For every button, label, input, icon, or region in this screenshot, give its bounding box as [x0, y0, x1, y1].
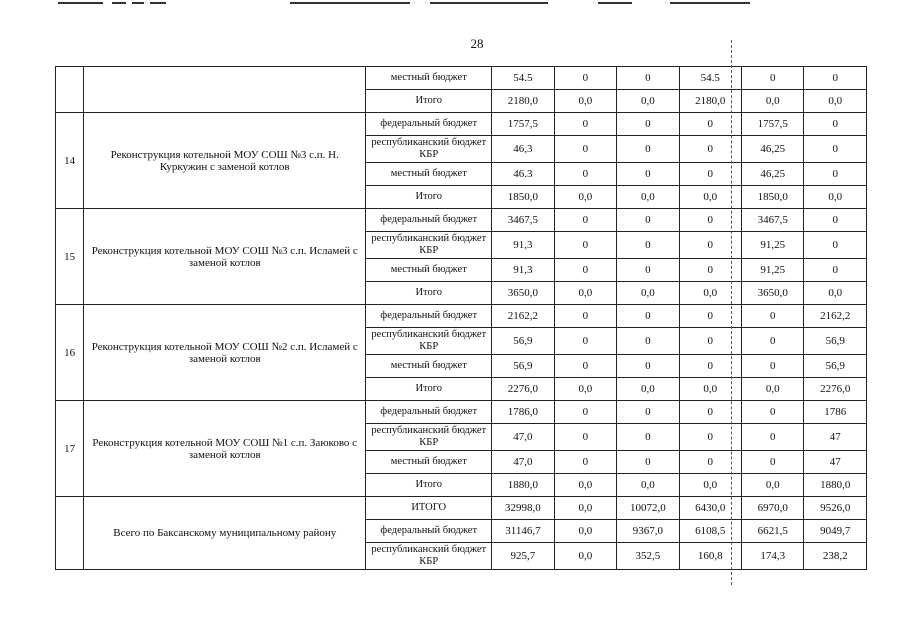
value-cell: 0 [554, 305, 616, 328]
value-cell: 0 [679, 424, 741, 451]
value-cell: 2276,0 [492, 378, 554, 401]
total-row [56, 497, 867, 520]
value-cell: 0 [804, 67, 867, 90]
value-cell: 1757,5 [492, 113, 554, 136]
value-cell: 0 [742, 424, 804, 451]
value-cell: 54.5 [492, 67, 554, 90]
value-cell: 0,0 [617, 378, 679, 401]
value-cell: 9526,0 [804, 497, 867, 520]
value-cell: 0,0 [554, 90, 616, 113]
row-number-cell: 16 [56, 305, 84, 401]
value-cell: 2162,2 [804, 305, 867, 328]
project-name-cell: Реконструкция котельной МОУ СОШ №1 с.п. Заюково с заменой котлов [84, 401, 366, 497]
value-cell: 6430,0 [679, 497, 741, 520]
value-cell: 47,0 [492, 424, 554, 451]
value-cell: 0,0 [742, 90, 804, 113]
value-cell: 0 [679, 209, 741, 232]
funding-source-cell: Итого [366, 90, 492, 113]
value-cell: 56,9 [804, 355, 867, 378]
value-cell: 0 [679, 328, 741, 355]
value-cell: 352,5 [617, 543, 679, 570]
value-cell: 0,0 [679, 378, 741, 401]
value-cell: 0 [679, 355, 741, 378]
value-cell: 0 [742, 401, 804, 424]
value-cell: 9049,7 [804, 520, 867, 543]
funding-source-cell: ИТОГО [366, 497, 492, 520]
value-cell: 0 [679, 136, 741, 163]
value-cell: 0,0 [804, 186, 867, 209]
value-cell: 0 [742, 451, 804, 474]
value-cell: 1757,5 [742, 113, 804, 136]
row-number-cell [56, 67, 84, 113]
value-cell: 0,0 [617, 90, 679, 113]
value-cell: 0 [554, 163, 616, 186]
value-cell: 0 [554, 328, 616, 355]
project-name-cell [84, 67, 366, 113]
funding-source-cell: федеральный бюджет [366, 209, 492, 232]
value-cell: 56,9 [492, 355, 554, 378]
value-cell: 6970,0 [742, 497, 804, 520]
project-name-cell: Реконструкция котельной МОУ СОШ №2 с.п. Исламей с заменой котлов [84, 305, 366, 401]
value-cell: 0,0 [554, 474, 616, 497]
value-cell: 0 [554, 136, 616, 163]
value-cell: 0,0 [617, 474, 679, 497]
value-cell: 0,0 [679, 474, 741, 497]
funding-source-cell: Итого [366, 474, 492, 497]
funding-source-cell: местный бюджет [366, 259, 492, 282]
table-row [56, 113, 867, 136]
value-cell: 0,0 [554, 520, 616, 543]
value-cell: 6108,5 [679, 520, 741, 543]
funding-source-cell: местный бюджет [366, 355, 492, 378]
funding-source-cell: местный бюджет [366, 451, 492, 474]
funding-source-cell: Итого [366, 378, 492, 401]
scan-top-marks [0, 0, 905, 8]
value-cell: 1880,0 [492, 474, 554, 497]
project-name-cell: Реконструкция котельной МОУ СОШ №3 с.п. Н. Куркужин с заменой котлов [84, 113, 366, 209]
value-cell: 47,0 [492, 451, 554, 474]
value-cell: 0 [804, 232, 867, 259]
value-cell: 0 [617, 209, 679, 232]
value-cell: 0 [804, 259, 867, 282]
value-cell: 0,0 [679, 282, 741, 305]
funding-source-cell: республиканский бюджет КБР [366, 328, 492, 355]
value-cell: 3650,0 [492, 282, 554, 305]
table-row [56, 209, 867, 232]
value-cell: 0,0 [742, 474, 804, 497]
row-number-cell: 14 [56, 113, 84, 209]
value-cell: 3467,5 [742, 209, 804, 232]
value-cell: 46,25 [742, 136, 804, 163]
value-cell: 0 [617, 67, 679, 90]
value-cell: 2162,2 [492, 305, 554, 328]
row-number-cell [56, 497, 84, 570]
value-cell: 1786,0 [492, 401, 554, 424]
value-cell: 238,2 [804, 543, 867, 570]
value-cell: 0 [617, 328, 679, 355]
value-cell: 47 [804, 451, 867, 474]
value-cell: 0 [679, 305, 741, 328]
value-cell: 3650,0 [742, 282, 804, 305]
value-cell: 56,9 [492, 328, 554, 355]
funding-source-cell: республиканский бюджет КБР [366, 424, 492, 451]
value-cell: 0 [617, 355, 679, 378]
value-cell: 0 [554, 209, 616, 232]
value-cell: 0 [742, 328, 804, 355]
row-number-cell: 15 [56, 209, 84, 305]
value-cell: 2276,0 [804, 378, 867, 401]
value-cell: 0 [804, 136, 867, 163]
value-cell: 46,3 [492, 136, 554, 163]
value-cell: 32998,0 [492, 497, 554, 520]
table-row [56, 305, 867, 328]
table-row [56, 67, 867, 90]
value-cell: 0,0 [554, 282, 616, 305]
value-cell: 2180,0 [492, 90, 554, 113]
funding-source-cell: республиканский бюджет КБР [366, 232, 492, 259]
value-cell: 0 [617, 424, 679, 451]
district-total-name-cell: Всего по Баксанскому муниципальному району [84, 497, 366, 570]
value-cell: 0 [617, 451, 679, 474]
value-cell: 0 [679, 259, 741, 282]
funding-source-cell: федеральный бюджет [366, 401, 492, 424]
value-cell: 2180,0 [679, 90, 741, 113]
value-cell: 56,9 [804, 328, 867, 355]
value-cell: 0,0 [679, 186, 741, 209]
value-cell: 0 [554, 355, 616, 378]
value-cell: 3467,5 [492, 209, 554, 232]
funding-source-cell: федеральный бюджет [366, 305, 492, 328]
value-cell: 0,0 [554, 543, 616, 570]
value-cell: 0 [679, 401, 741, 424]
value-cell: 0 [554, 401, 616, 424]
value-cell: 0 [742, 355, 804, 378]
value-cell: 0 [554, 113, 616, 136]
value-cell: 91,25 [742, 259, 804, 282]
value-cell: 174,3 [742, 543, 804, 570]
value-cell: 1850,0 [742, 186, 804, 209]
table-row [56, 401, 867, 424]
value-cell: 160,8 [679, 543, 741, 570]
value-cell: 91,3 [492, 259, 554, 282]
value-cell: 10072,0 [617, 497, 679, 520]
row-number-cell: 17 [56, 401, 84, 497]
page-number: 28 [470, 36, 484, 51]
value-cell: 0 [617, 163, 679, 186]
value-cell: 46.3 [492, 163, 554, 186]
value-cell: 0 [742, 67, 804, 90]
value-cell: 925,7 [492, 543, 554, 570]
value-cell: 0 [617, 136, 679, 163]
funding-source-cell: республиканский бюджет КБР [366, 543, 492, 570]
funding-source-cell: республиканский бюджет КБР [366, 136, 492, 163]
funding-source-cell: местный бюджет [366, 67, 492, 90]
value-cell: 0,0 [804, 90, 867, 113]
value-cell: 31146,7 [492, 520, 554, 543]
value-cell: 0,0 [554, 497, 616, 520]
funding-source-cell: федеральный бюджет [366, 113, 492, 136]
funding-source-cell: местный бюджет [366, 163, 492, 186]
value-cell: 0 [679, 232, 741, 259]
value-cell: 0 [554, 67, 616, 90]
scan-fold-line [731, 40, 732, 585]
funding-source-cell: Итого [366, 282, 492, 305]
value-cell: 0 [617, 401, 679, 424]
value-cell: 0,0 [617, 186, 679, 209]
value-cell: 0,0 [617, 282, 679, 305]
value-cell: 0 [804, 209, 867, 232]
value-cell: 0,0 [554, 378, 616, 401]
value-cell: 0 [679, 163, 741, 186]
funding-source-cell: федеральный бюджет [366, 520, 492, 543]
funding-source-cell: Итого [366, 186, 492, 209]
budget-table [55, 66, 867, 570]
value-cell: 0,0 [804, 282, 867, 305]
value-cell: 54.5 [679, 67, 741, 90]
value-cell: 0 [804, 113, 867, 136]
value-cell: 0,0 [554, 186, 616, 209]
value-cell: 1850,0 [492, 186, 554, 209]
value-cell: 1786 [804, 401, 867, 424]
value-cell: 0,0 [742, 378, 804, 401]
value-cell: 0 [554, 451, 616, 474]
value-cell: 0 [617, 113, 679, 136]
value-cell: 0 [742, 305, 804, 328]
value-cell: 0 [617, 305, 679, 328]
value-cell: 0 [554, 259, 616, 282]
value-cell: 0 [804, 163, 867, 186]
project-name-cell: Реконструкция котельной МОУ СОШ №3 с.п. Исламей с заменой котлов [84, 209, 366, 305]
value-cell: 0 [617, 259, 679, 282]
value-cell: 91,25 [742, 232, 804, 259]
value-cell: 0 [679, 113, 741, 136]
value-cell: 0 [554, 424, 616, 451]
value-cell: 1880,0 [804, 474, 867, 497]
value-cell: 47 [804, 424, 867, 451]
value-cell: 91,3 [492, 232, 554, 259]
value-cell: 0 [554, 232, 616, 259]
value-cell: 9367,0 [617, 520, 679, 543]
value-cell: 46,25 [742, 163, 804, 186]
value-cell: 0 [679, 451, 741, 474]
value-cell: 0 [617, 232, 679, 259]
value-cell: 6621,5 [742, 520, 804, 543]
